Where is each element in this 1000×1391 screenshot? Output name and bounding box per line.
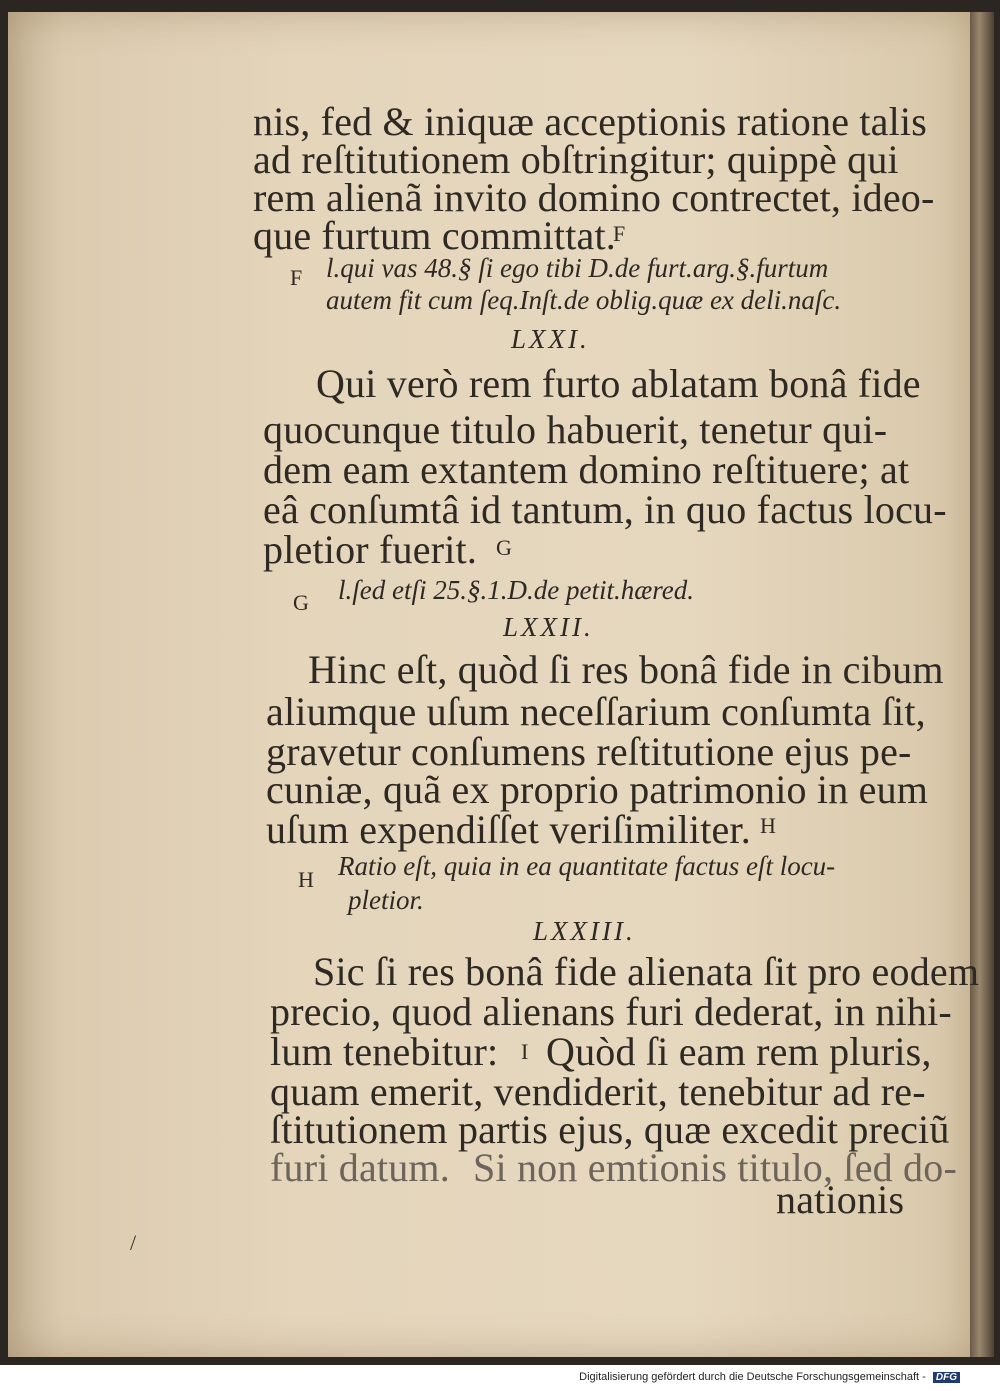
text-line: furi datum. [270,1145,450,1190]
page-sheet [8,12,980,1357]
text-line: quocunque titulo habuerit, tenetur qui- [263,407,888,452]
text-line: Si non emtionis titulo, ſed do- [473,1145,957,1190]
text-line: lum tenebitur: [270,1029,499,1074]
section-heading-lxxii: LXXII. [503,612,594,642]
book-edge [970,12,994,1357]
text-line: que furtum committat. [253,213,617,258]
note-mark-h: H [760,813,776,838]
note-mark-i: I [521,1039,529,1064]
footer-text: Digitalisierung gefördert durch die Deutsche Forschungsgemeinschaft - [579,1371,926,1383]
text-line: Sic ſi res bonâ fide alienata ſit pro eodem [313,949,980,994]
text-line: rem alienã invito domino contrectet, ideo- [253,175,935,220]
footnote-g-line1: l.ſed etſi 25.§.1.D.de petit.hæred. [338,575,694,605]
text-line: gravetur conſumens reſtitutione ejus pe- [266,729,912,774]
dfg-logo: DFG [933,1372,960,1383]
section-heading-lxxiii: LXXIII. [533,916,636,946]
text-line: pletior fuerit. [263,527,478,572]
ink-speck: / [130,1230,137,1255]
catchword: nationis [776,1177,905,1222]
footnote-h-line1: Ratio eſt, quia in ea quantitate factus eſt locu- [338,851,836,881]
footnote-f-line1: l.qui vas 48.§ ſi ego tibi D.de furt.arg.§.furtum [326,253,829,283]
section-heading-lxxi: LXXI. [511,324,590,354]
note-key-g: G [293,590,309,615]
text-line: Quòd ſi eam rem pluris, [546,1029,932,1074]
text-line: Hinc eſt, quòd ſi res bonâ fide in cibum [308,647,944,692]
text-line: uſum expendiſſet veriſimiliter. [266,807,751,852]
text-line: nis, fed & iniquæ acceptionis ratione talis [253,99,928,144]
text-line: cuniæ, quã ex proprio patrimonio in eum [266,767,929,812]
note-key-f: F [290,265,303,290]
text-line: quam emerit, vendiderit, tenebitur ad re- [270,1069,926,1114]
text-line: precio, quod alienans furi dederat, in nihi- [270,989,952,1034]
footnote-h-line2: pletior. [348,885,424,915]
text-line: eâ conſumtâ id tantum, in quo factus locu- [263,487,947,532]
text-line: ſtitutionem partis ejus, quæ excedit preciũ [270,1107,950,1152]
digitization-footer [0,1371,1000,1383]
note-mark-f: F [613,221,626,246]
note-mark-g: G [496,535,512,560]
text-line: aliumque uſum neceſſarium conſumta ſit, [266,689,926,734]
text-line: dem eam extantem domino reſtituere; at [263,447,910,492]
text-line: ad reſtitutionem obſtringitur; quippè qui [253,137,899,182]
note-key-h: H [298,867,314,892]
text-line: Qui verò rem furto ablatam bonâ fide [316,361,921,406]
footnote-f-line2: autem fit cum ſeq.Inſt.de oblig.quæ ex deli.naſc. [326,285,842,315]
